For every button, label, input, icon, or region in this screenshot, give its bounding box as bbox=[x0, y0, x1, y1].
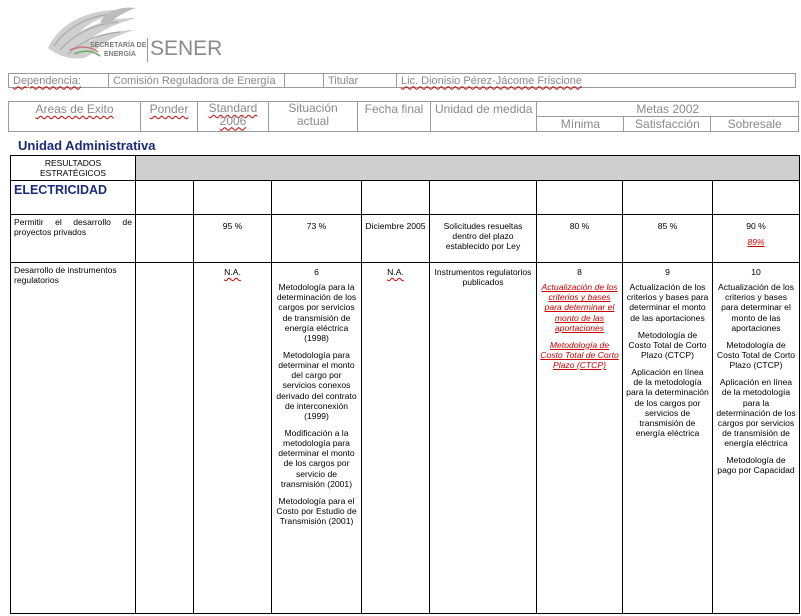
row2-unidad: Instrumentos regulatorios publicados bbox=[430, 263, 537, 614]
row1-situacion: 73 % bbox=[272, 215, 362, 263]
row2-satisfaccion: 9 bbox=[665, 267, 670, 278]
list-item: Metodología de Costo Total de Corto Plazo (CTCP) bbox=[716, 339, 796, 371]
row2-sobresale: 10 bbox=[751, 267, 761, 278]
row1-sobresale: 90 % bbox=[746, 221, 766, 232]
list-item: Metodología de Costo Total de Corto Plazo (CTCP) bbox=[540, 339, 619, 371]
row1-unidad: Solicitudes resueltas dentro del plazo establecido por Ley bbox=[430, 215, 537, 263]
row1-label: Permitir el desarrollo de proyectos privados bbox=[11, 215, 136, 263]
list-item: Metodología de Costo Total de Corto Plazo (CTCP) bbox=[628, 329, 707, 361]
header-row-dependencia bbox=[8, 73, 796, 88]
list-item: Metodología para determinar el monto del cargo por servicios conexos derivado del contrato de interconexión (1999) bbox=[276, 350, 357, 421]
titular-label: Titular bbox=[324, 74, 397, 88]
row2-situacion: 6 bbox=[314, 267, 319, 278]
dependencia-value: Comisión Reguladora de Energía bbox=[109, 74, 285, 88]
col-ponder: Ponder bbox=[149, 102, 189, 116]
logo-brand: SENER bbox=[150, 37, 223, 60]
logo-line1: SECRETARÍA DE bbox=[90, 42, 147, 49]
header-shade bbox=[136, 156, 800, 181]
col-fecha: Fecha final bbox=[358, 102, 431, 132]
unidad-administrativa-title: Unidad Administrativa bbox=[18, 138, 156, 153]
sener-logo bbox=[40, 2, 223, 64]
header-row-columns bbox=[8, 101, 799, 132]
col-standard: Standard 2006 bbox=[208, 101, 258, 128]
col-sobresale: Sobresale bbox=[711, 117, 799, 132]
row2-minima: 8 bbox=[577, 267, 582, 278]
row1-satisfaccion: 85 % bbox=[623, 215, 713, 263]
row2-standard: N.A. bbox=[224, 267, 241, 278]
table-row bbox=[11, 263, 800, 614]
col-metas: Metas 2002 bbox=[537, 102, 799, 117]
list-item: Aplicación en línea de la metodología para la determinación de los cargos por servicios de transmisión de energía eléctrica bbox=[716, 377, 796, 449]
dependencia-label: Dependencia: bbox=[13, 74, 81, 87]
col-unidad: Unidad de medida bbox=[431, 102, 537, 132]
col-minima: Mínima bbox=[537, 117, 624, 132]
row1-fecha: Diciembre 2005 bbox=[362, 215, 430, 263]
list-item: Actualización de los criterios y bases para determinar el monto de las aportaciones bbox=[626, 282, 709, 323]
list-item: Actualización de los criterios y bases para determinar el monto de las aportaciones bbox=[718, 282, 794, 333]
row2-label: Desarrollo de instrumentos regulatorios bbox=[11, 263, 136, 614]
col-situacion: Situación actual bbox=[269, 102, 358, 132]
row2-fecha: N.A. bbox=[387, 267, 404, 278]
resultados-header: RESULTADOS ESTRATÉGICOS bbox=[11, 156, 136, 181]
row1-sobresale-actual: 89% bbox=[747, 237, 765, 248]
list-item: Modificación a la metodología para determinar el monto de los cargos por servicio de transmisión (2001) bbox=[278, 428, 355, 489]
titular-value: Lic. Dionisio Pérez-Jácome Friscione bbox=[401, 74, 582, 87]
list-item: Metodología para la determinación de los cargos por servicios de transmisión de energía eléctrica (1998) bbox=[276, 282, 357, 343]
col-areas: Areas de Exito bbox=[35, 102, 114, 116]
col-satisfaccion: Satisfacción bbox=[624, 117, 711, 132]
list-item: Metodología de pago por Capacidad bbox=[717, 455, 795, 476]
results-table bbox=[10, 155, 800, 614]
row1-minima: 80 % bbox=[537, 215, 623, 263]
row1-standard: 95 % bbox=[194, 215, 272, 263]
list-item: Actualización de los criterios y bases para determinar el monto de las aportaciones bbox=[541, 282, 618, 333]
table-row bbox=[11, 215, 800, 263]
logo-line2: ENERGÍA bbox=[104, 51, 136, 58]
section-electricidad: ELECTRICIDAD bbox=[11, 181, 136, 215]
list-item: Aplicación en línea de la metodología para la determinación de los cargos por servicios de transmisión de energía eléctrica bbox=[626, 367, 709, 438]
list-item: Metodología para el Costo por Estudio de Transmisión (2001) bbox=[276, 495, 357, 527]
